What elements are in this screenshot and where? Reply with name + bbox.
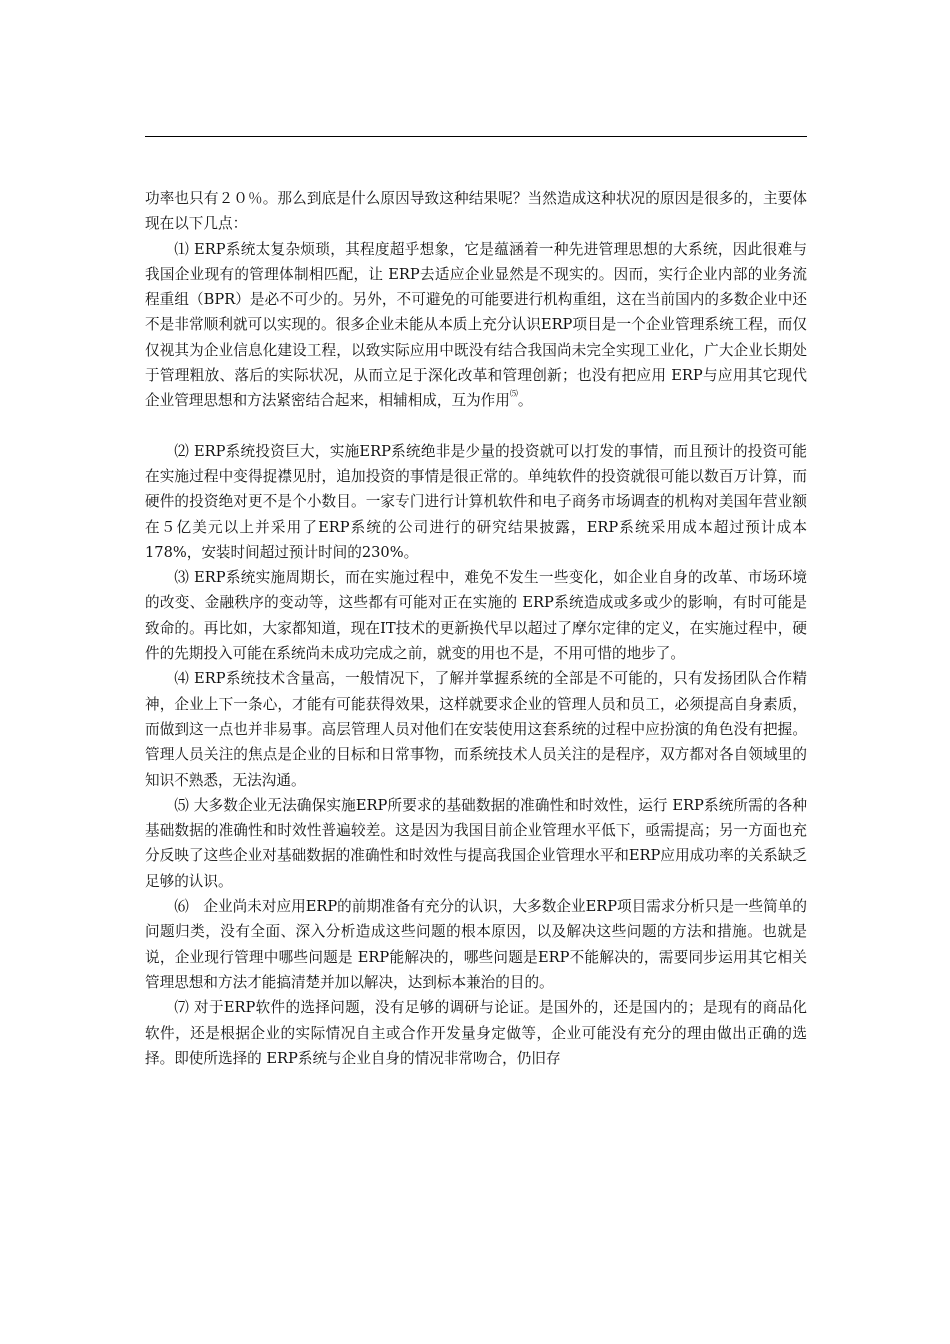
paragraph-1 [145,237,807,414]
paragraph-6: ⑹ 企业尚未对应用ERP的前期准备有充分的认识，大多数企业ERP项目需求分析只是一些简单的问题归类，没有全面、深入分析造成这些问题的根本原因，以及解决这些问题的方法和措施。也就是说，企业现行管理中哪些问题是 ERP能解决的，哪些问题是ERP不能解决的，需要同步运用其它相关管理思想和方法才能搞清楚并加以解决，达到标本兼治的目的。 [145,898,807,991]
paragraph-continuation: 功率也只有２０％。那么到底是什么原因导致这种结果呢？当然造成这种状况的原因是很多的，主要体现在以下几点： [145,190,807,233]
paragraph-1-tail: 。 [517,392,533,410]
paragraph-5: ⑸ 大多数企业无法确保实施ERP所要求的基础数据的准确性和时效性，运行 ERP系统所需的各种基础数据的准确性和时效性普遍较差。这是因为我国目前企业管理水平低下，亟需提高；另一方面也充分反映了这些企业对基础数据的准确性和时效性与提高我国企业管理水平和ERP应用成功率的关系缺乏足够的认识。 [145,796,807,890]
citation-ref: ⑸ [509,389,518,399]
paragraph-4: ⑷ ERP系统技术含量高，一般情况下，了解并掌握系统的全部是不可能的，只有发扬团队合作精神，企业上下一条心，才能有可能获得效果，这样就要求企业的管理人员和员工，必须提高自身素质，而做到这一点也并非易事。高层管理人员对他们在安装使用这套系统的过程中应扮演的角色没有把握。管理人员关注的焦点是企业的目标和日常事物，而系统技术人员关注的是程序，双方都对各自领域里的知识不熟悉，无法沟通。 [145,670,807,789]
paragraph-7: ⑺ 对于ERP软件的选择问题，没有足够的调研与论证。是国外的，还是国内的；是现有的商品化软件，还是根据企业的实际情况自主或合作开发量身定做等，企业可能没有充分的理由做出正确的选择。即使所选择的 ERP系统与企业自身的情况非常吻合，仍旧存 [145,999,807,1067]
body-text [145,186,807,1071]
paragraph-3: ⑶ ERP系统实施周期长，而在实施过程中，难免不发生一些变化，如企业自身的改革、市场环境的改变、金融秩序的变动等，这些都有可能对正在实施的 ERP系统造成或多或少的影响，有时可能是致命的。再比如，大家都知道，现在IT技术的更新换代早以超过了摩尔定律的定义，在实施过程中，硬件的先期投入可能在系统尚未成功完成之前，就变的用也不是，不用可惜的地步了。 [145,569,807,663]
header-rule [145,136,807,137]
paragraph-2: ⑵ ERP系统投资巨大，实施ERP系统绝非是少量的投资就可以打发的事情，而且预计的投资可能在实施过程中变得捉襟见肘，追加投资的事情是很正常的。单纯软件的投资就很可能以数百万计算，而硬件的投资绝对更不是个小数目。一家专门进行计算机软件和电子商务市场调查的机构对美国年营业额在５亿美元以上并采用了ERP系统的公司进行的研究结果披露，ERP系统采用成本超过预计成本178%，安装时间超过预计时间的230%。 [145,442,807,561]
paragraph-1-text: ⑴ ERP系统太复杂烦琐，其程度超乎想象，它是蕴涵着一种先进管理思想的大系统，因此很难与我国企业现有的管理体制相匹配，让 ERP去适应企业显然是不现实的。因而，实行企业内部的业务流程重组（BPR）是必不可少的。另外，不可避免的可能要进行机构重组，这在当前国内的多数企业中还不是非常顺利就可以实现的。很多企业未能从本质上充分认识ERP项目是一个企业管理系统工程，而仅仅视其为企业信息化建设工程，以致实际应用中既没有结合我国尚未完全实现工业化，广大企业长期处于管理粗放、落后的实际状况，从而立足于深化改革和管理创新；也没有把应用 ERP与应用其它现代企业管理思想和方法紧密结合起来，相辅相成，互为作用 [145,240,807,410]
